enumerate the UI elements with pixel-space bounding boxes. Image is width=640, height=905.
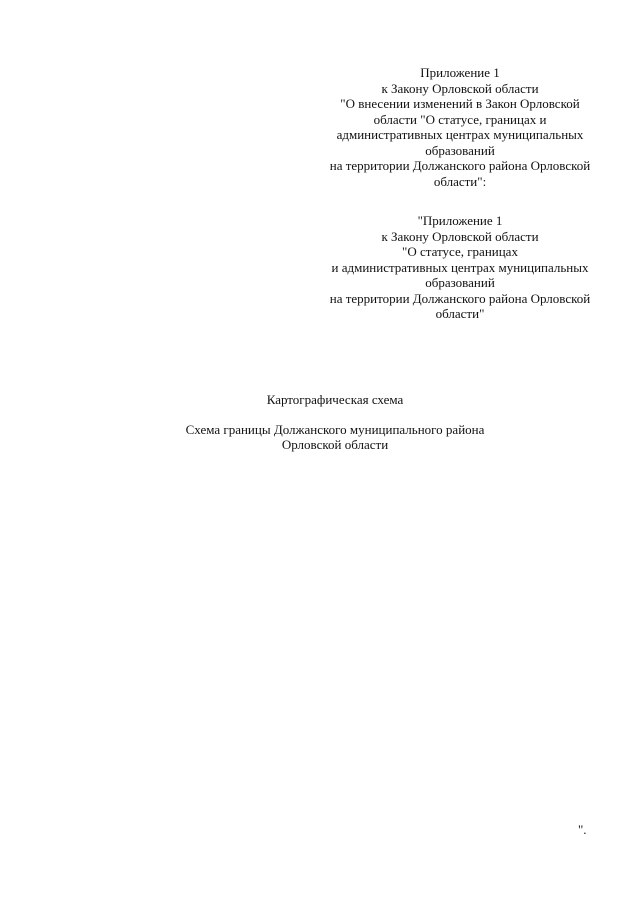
annex-line: "Приложение 1 [417, 213, 503, 228]
annex-header-current-law [300, 65, 620, 189]
map-subtitle: Схема границы Должанского муниципального района [185, 421, 485, 437]
annex-line: на территории Должанского района Орловской [329, 158, 591, 173]
annex-line: и административных центрах муниципальных [331, 259, 589, 275]
annex-line: области": [433, 173, 487, 189]
map-title-block [180, 392, 490, 453]
annex-line: "О статусе, границах [402, 244, 518, 259]
map-heading: Картографическая схема [266, 392, 404, 407]
annex-line: образований [425, 142, 495, 158]
annex-header-quoted-law [300, 213, 620, 322]
annex-line: к Закону Орловской области [381, 80, 539, 96]
annex-line: Приложение 1 [420, 65, 500, 80]
annex-line: на территории Должанского района Орловской [329, 290, 591, 306]
map-subtitle: Орловской области [281, 437, 389, 452]
annex-line: области" [435, 306, 485, 321]
closing-quote-mark: ". [578, 822, 587, 837]
annex-line: к Закону Орловской области [381, 228, 539, 244]
annex-line: образований [425, 275, 495, 290]
spacer [180, 408, 490, 422]
annex-line: административных центрах муниципальных [336, 127, 584, 142]
annex-line: области "О статусе, границах и [373, 111, 547, 127]
annex-line: "О внесении изменений в Закон Орловской [340, 96, 580, 111]
